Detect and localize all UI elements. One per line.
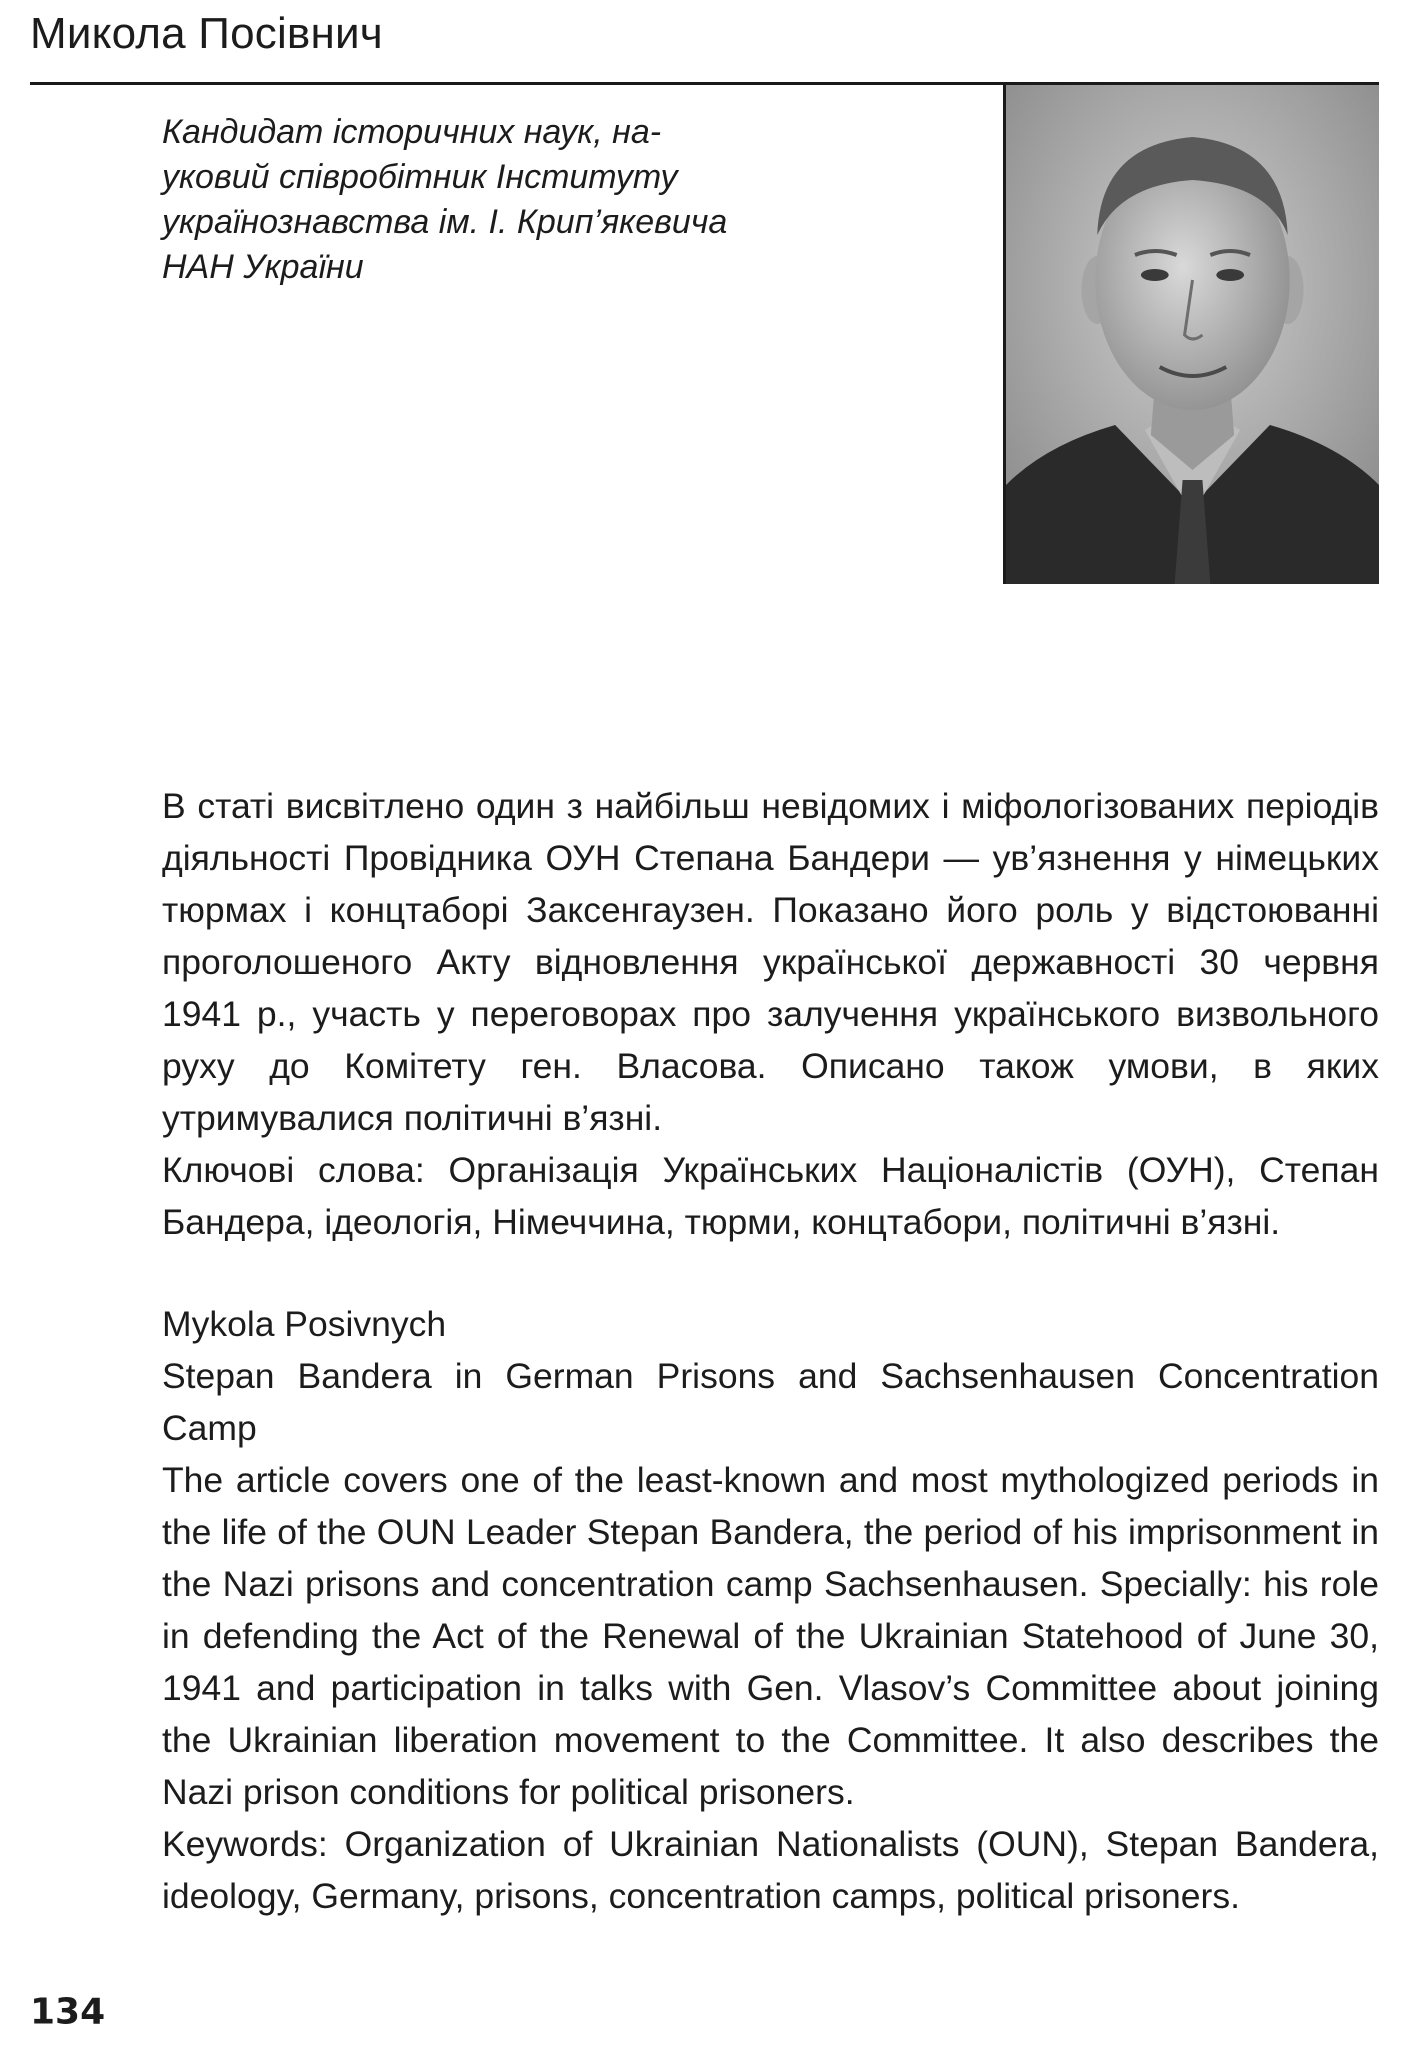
abstract-en-title: Stepan Bandera in German Prisons and Sachsenhausen Concentration Camp	[162, 1356, 1379, 1448]
abstract-ua-text: В статі висвітлено один з найбільш невідомих і міфологізованих періодів діяльності Провідника ОУН Степана Бандери — ув’язнення у німецьких тюрмах і концтаборі Заксенгаузен. Показано його роль у відстоюванні проголошеного Акту відновлення української державності 30 червня 1941 р., участь у переговорах про залучення українського визвольного руху до Комітету ген. Власова. Описано також умови, в яких утримувалися політичні в’язні.	[162, 786, 1379, 1138]
author-name-heading: Микола Посівнич	[30, 9, 383, 58]
affiliation-line: НАН України	[162, 248, 364, 286]
author-portrait-photo	[1003, 85, 1379, 584]
abstract-en-author: Mykola Posivnych	[162, 1304, 447, 1344]
keywords-en: Keywords: Organization of Ukrainian Nationalists (OUN), Stepan Bandera, ideology, Germany, prisons, concentration camps, political prisoners.	[162, 1824, 1379, 1916]
abstract-english	[162, 1298, 1379, 1922]
author-affiliation	[162, 110, 822, 290]
page-number: 134	[30, 1991, 106, 2033]
affiliation-line: Кандидат історичних наук, на-	[162, 113, 662, 151]
portrait-illustration	[1006, 85, 1379, 584]
abstract-ukrainian	[162, 780, 1379, 1248]
affiliation-line: українознавства ім. І. Крип’якевича	[162, 203, 728, 241]
abstract-en-text: The article covers one of the least-known and most mythologized periods in the life of the OUN Leader Stepan Bandera, the period of his imprisonment in the Nazi prisons and concentration camp Sachsenhausen. Specially: his role in defending the Act of the Renewal of the Ukrainian Statehood of June 30, 1941 and participation in talks with Gen. Vlasov’s Committee about joining the Ukrainian liberation movement to the Committee. It also describes the Nazi prison conditions for political prisoners.	[162, 1460, 1379, 1812]
keywords-ua: Ключові слова: Організація Українських Націоналістів (ОУН), Степан Бандера, ідеологія, Німеччина, тюрми, концтабори, політичні в’язні.	[162, 1150, 1379, 1242]
affiliation-line: уковий співробітник Інституту	[162, 158, 678, 196]
